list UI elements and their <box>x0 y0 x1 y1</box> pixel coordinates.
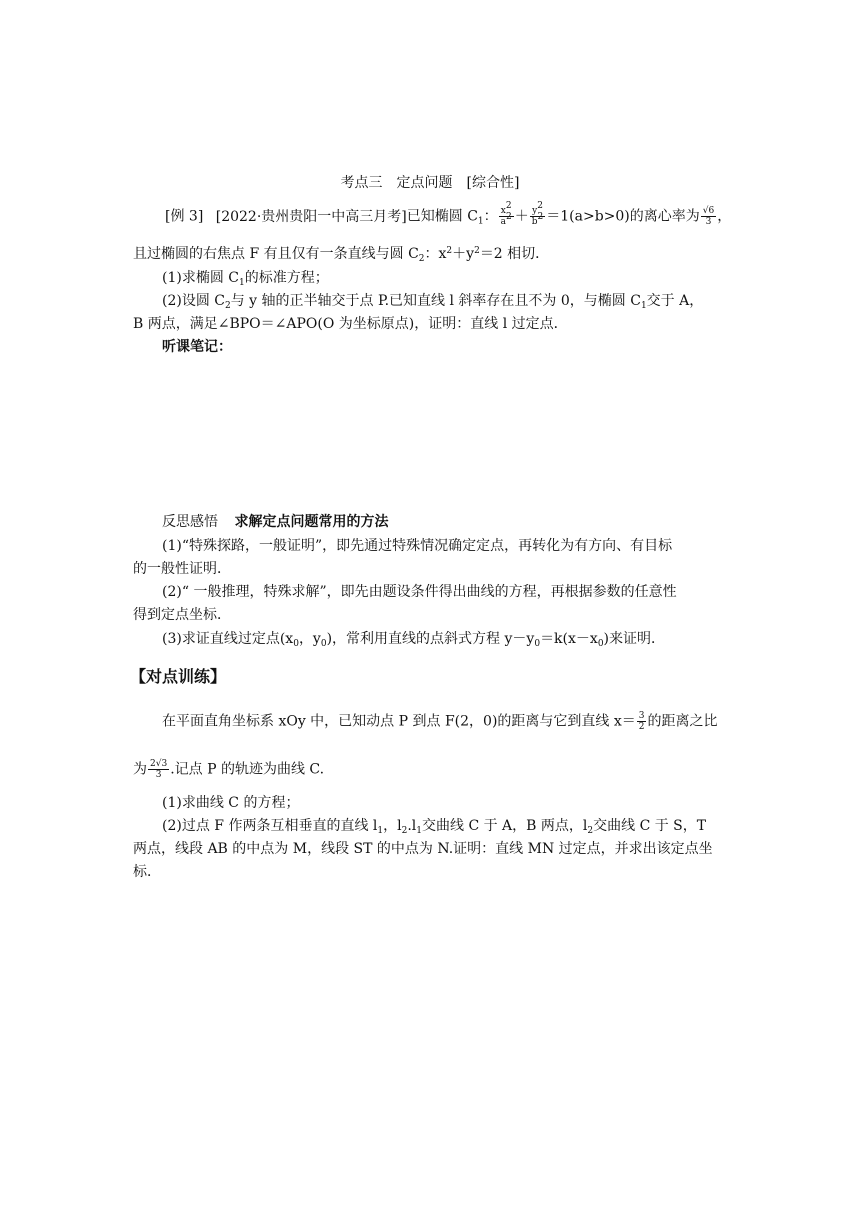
training-question-2b: 两点，线段 AB 的中点为 M，线段 ST 的中点为 N.证明：直线 MN 过定点，并求出该定点坐 <box>133 841 713 857</box>
fraction-x2-a2: $\frac{x^2}{a^2}$ <box>500 201 512 227</box>
example-question-2a: (2)设圆 $C_2$与 y 轴的正半轴交于点 P.已知直线 l 斜率存在且不为 0，与椭圆 $C_1$交于 A， <box>162 293 704 311</box>
training-heading: 【对点训练】 <box>130 667 227 686</box>
fraction-sqrt6-3: $\frac{√6}{3}$ <box>702 206 715 227</box>
example-question-2b: B 两点，满足∠BPO＝∠APO(O 为坐标原点)，证明：直线 l 过定点． <box>133 316 568 332</box>
example-question-1: (1)求椭圆 $C_1$的标准方程； <box>162 270 329 288</box>
method-1b: 的一般性证明． <box>133 561 231 577</box>
reflection-title: 求解定点问题常用的方法 <box>234 514 389 530</box>
reflection-header <box>162 512 388 532</box>
fraction-3-2: $\frac{3}{2}$ <box>638 711 645 732</box>
method-2b: 得到定点坐标． <box>133 607 231 623</box>
method-3: (3)求证直线过定点($x_0$，$y_0$)，常利用直线的点斜式方程 $y-y_0=k(x-x_0)$来证明． <box>162 631 666 649</box>
example-line-2: 且过椭圆的右焦点 F 有且仅有一条直线与圆 $C_2$：$x^2+y^2=2$ 相切． <box>133 246 550 264</box>
reflection-label: 反思感悟 <box>162 514 218 530</box>
training-question-1: (1)求曲线 C 的方程； <box>162 795 300 811</box>
example-line-1: [例 3] [2022·贵州贵阳一中高三月考]已知椭圆 $C_1$： $\frac{x^2}{a^2}$ ＋ $\frac{y^2}{b^2}$ ＝1(a>b>0)的离心率为 $\frac{√6}{3}$ ， <box>165 201 732 227</box>
training-line-1: 在平面直角坐标系 xOy 中，已知动点 P 到点 F(2，0)的距离与它到直线 x＝ $\frac{3}{2}$ 的距离之比 <box>162 711 718 732</box>
example-source: [2022·贵州贵阳一中高三月考] <box>215 208 407 225</box>
training-question-2c: 标． <box>133 864 161 880</box>
training-line-2: 为 $\frac{2√3}{3}$ .记点 P 的轨迹为曲线 C. <box>133 759 325 780</box>
notes-label: 听课笔记： <box>162 339 232 355</box>
training-question-2a: (2)过点 F 作两条互相垂直的直线 $l_1$，$l_2.l_1$交曲线 C 于 A，B 两点，$l_2$交曲线 C 于 S，T <box>162 818 707 836</box>
method-1a: (1)“特殊探路，一般证明”，即先通过特殊情况确定定点，再转化为有方向、有目标 <box>162 538 673 554</box>
example-label: [例 3] <box>165 208 204 225</box>
fraction-y2-b2: $\frac{y^2}{b^2}$ <box>531 201 544 227</box>
ellipse-stem: 已知椭圆 C <box>406 208 478 225</box>
method-2a: (2)“ 一般推理，特殊求解”，即先由题设条件得出曲线的方程，再根据参数的任意性 <box>162 584 677 600</box>
fraction-2sqrt3-3: $\frac{2√3}{3}$ <box>150 759 168 780</box>
section-title: 考点三 定点问题 [综合性] <box>340 175 520 191</box>
